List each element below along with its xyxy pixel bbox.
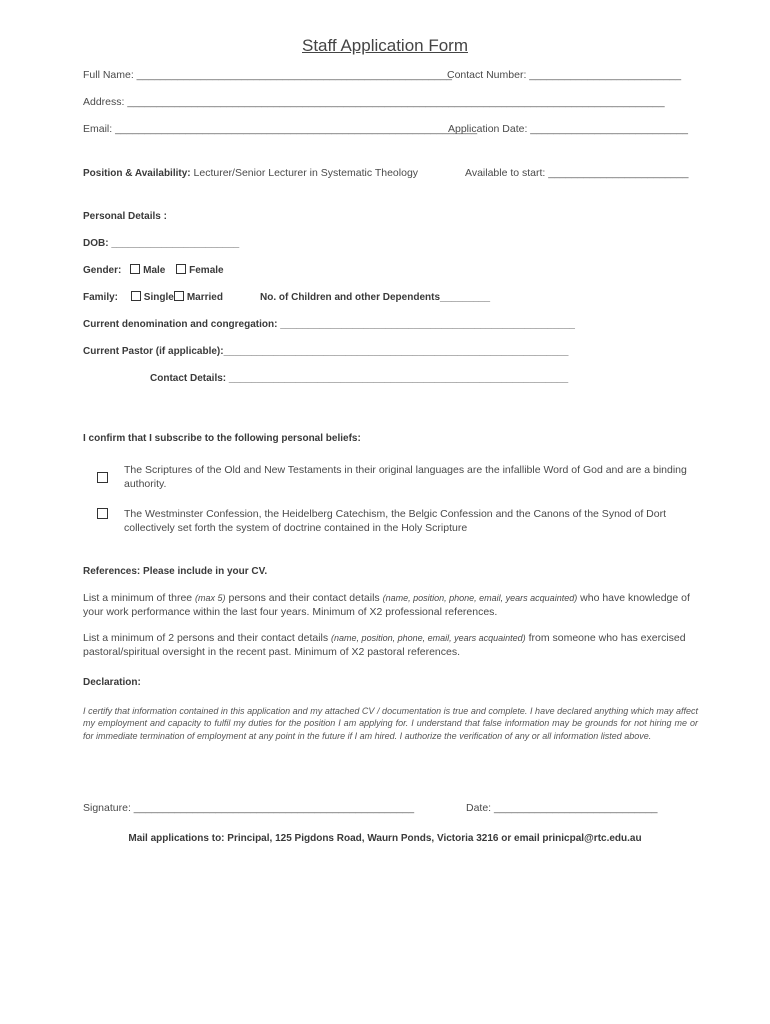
position-label: Position & Availability:: [83, 168, 191, 179]
beliefs-heading: I confirm that I subscribe to the following personal beliefs:: [83, 433, 361, 444]
male-label: Male: [143, 265, 166, 276]
mail-applications-note: Mail applications to: Principal, 125 Pigdons Road, Waurn Ponds, Victoria 3216 or email prinicpal@rtc.edu.au: [128, 833, 642, 844]
ref1-part-c: who have knowledge of your work performance within the last four years. Minimum of X2 professional references.: [83, 592, 690, 618]
family-row: [83, 292, 223, 303]
available-start-field[interactable]: Available to start: ________________________: [465, 167, 689, 179]
dob-field[interactable]: DOB: _______________________: [83, 238, 240, 249]
pastor-field[interactable]: Current Pastor (if applicable):______________________________________________________________: [83, 346, 569, 357]
children-field[interactable]: No. of Children and other Dependents_________: [260, 292, 491, 303]
position-availability: [83, 167, 418, 179]
references-paragraph-1: [83, 592, 698, 619]
references-paragraph-2: [83, 632, 698, 659]
married-checkbox[interactable]: [174, 291, 184, 301]
declaration-text: I certify that information contained in this application and my attached CV / documentation is true and complete. I have declared anything which may affect my employment and capacity to fulfil my duties for the position I am applying for. I understand that false information may be grounds for not hiring me or for immediate termination of employment at any point in the future if I am hired. I authorize the verification of any or all information listed above.: [83, 706, 698, 741]
form-title: Staff Application Form: [302, 36, 468, 55]
contact-details-field[interactable]: Contact Details: _____________________________________________________________: [150, 373, 569, 384]
position-value: Lecturer/Senior Lecturer in Systematic Theology: [193, 167, 419, 179]
belief-1-checkbox[interactable]: [97, 472, 108, 483]
application-date-field[interactable]: Application Date: ___________________________: [448, 123, 688, 135]
denomination-field[interactable]: Current denomination and congregation: _____________________________________________________: [83, 319, 575, 330]
email-field[interactable]: Email: ______________________________________________________________: [83, 123, 478, 135]
married-label: Married: [186, 292, 223, 303]
date-field[interactable]: Date: ____________________________: [466, 802, 658, 814]
family-label: Family:: [83, 292, 119, 303]
belief-2-checkbox[interactable]: [97, 508, 108, 519]
female-checkbox[interactable]: [176, 264, 186, 274]
ref2-details: (name, position, phone, email, years acquainted): [331, 633, 526, 643]
gender-label: Gender:: [83, 265, 122, 276]
declaration-heading: Declaration:: [83, 677, 141, 688]
address-field[interactable]: Address: ____________________________________________________________________________________________: [83, 96, 665, 108]
male-checkbox[interactable]: [130, 264, 140, 274]
full-name-field[interactable]: Full Name: ______________________________________________________: [83, 69, 453, 81]
ref1-details: (name, position, phone, email, years acquainted): [382, 593, 578, 603]
female-label: Female: [189, 265, 224, 276]
belief-2-text: The Westminster Confession, the Heidelberg Catechism, the Belgic Confession and the Canons of the Synod of Dort collectively set forth the system of doctrine contained in the Holy Scripture: [124, 508, 667, 534]
personal-details-heading: Personal Details :: [83, 211, 167, 222]
references-heading: References: Please include in your CV.: [83, 566, 268, 577]
ref1-part-b: persons and their contact details: [228, 592, 380, 604]
ref1-part-a: List a minimum of three: [83, 592, 193, 604]
ref1-max: (max 5): [195, 593, 226, 603]
ref2-part-b: from someone who has exercised pastoral/spiritual oversight in the recent past. Minimum of X2 pastoral references.: [83, 632, 686, 658]
signature-field[interactable]: Signature: ________________________________________________: [83, 802, 415, 814]
single-checkbox[interactable]: [131, 291, 141, 301]
contact-number-field[interactable]: Contact Number: __________________________: [447, 69, 682, 81]
gender-row: [83, 265, 224, 276]
single-label: Single: [143, 292, 174, 303]
belief-1-text: The Scriptures of the Old and New Testaments in their original languages are the infallible Word of God and are a binding authority.: [124, 464, 687, 490]
ref2-part-a: List a minimum of 2 persons and their contact details: [83, 632, 329, 644]
